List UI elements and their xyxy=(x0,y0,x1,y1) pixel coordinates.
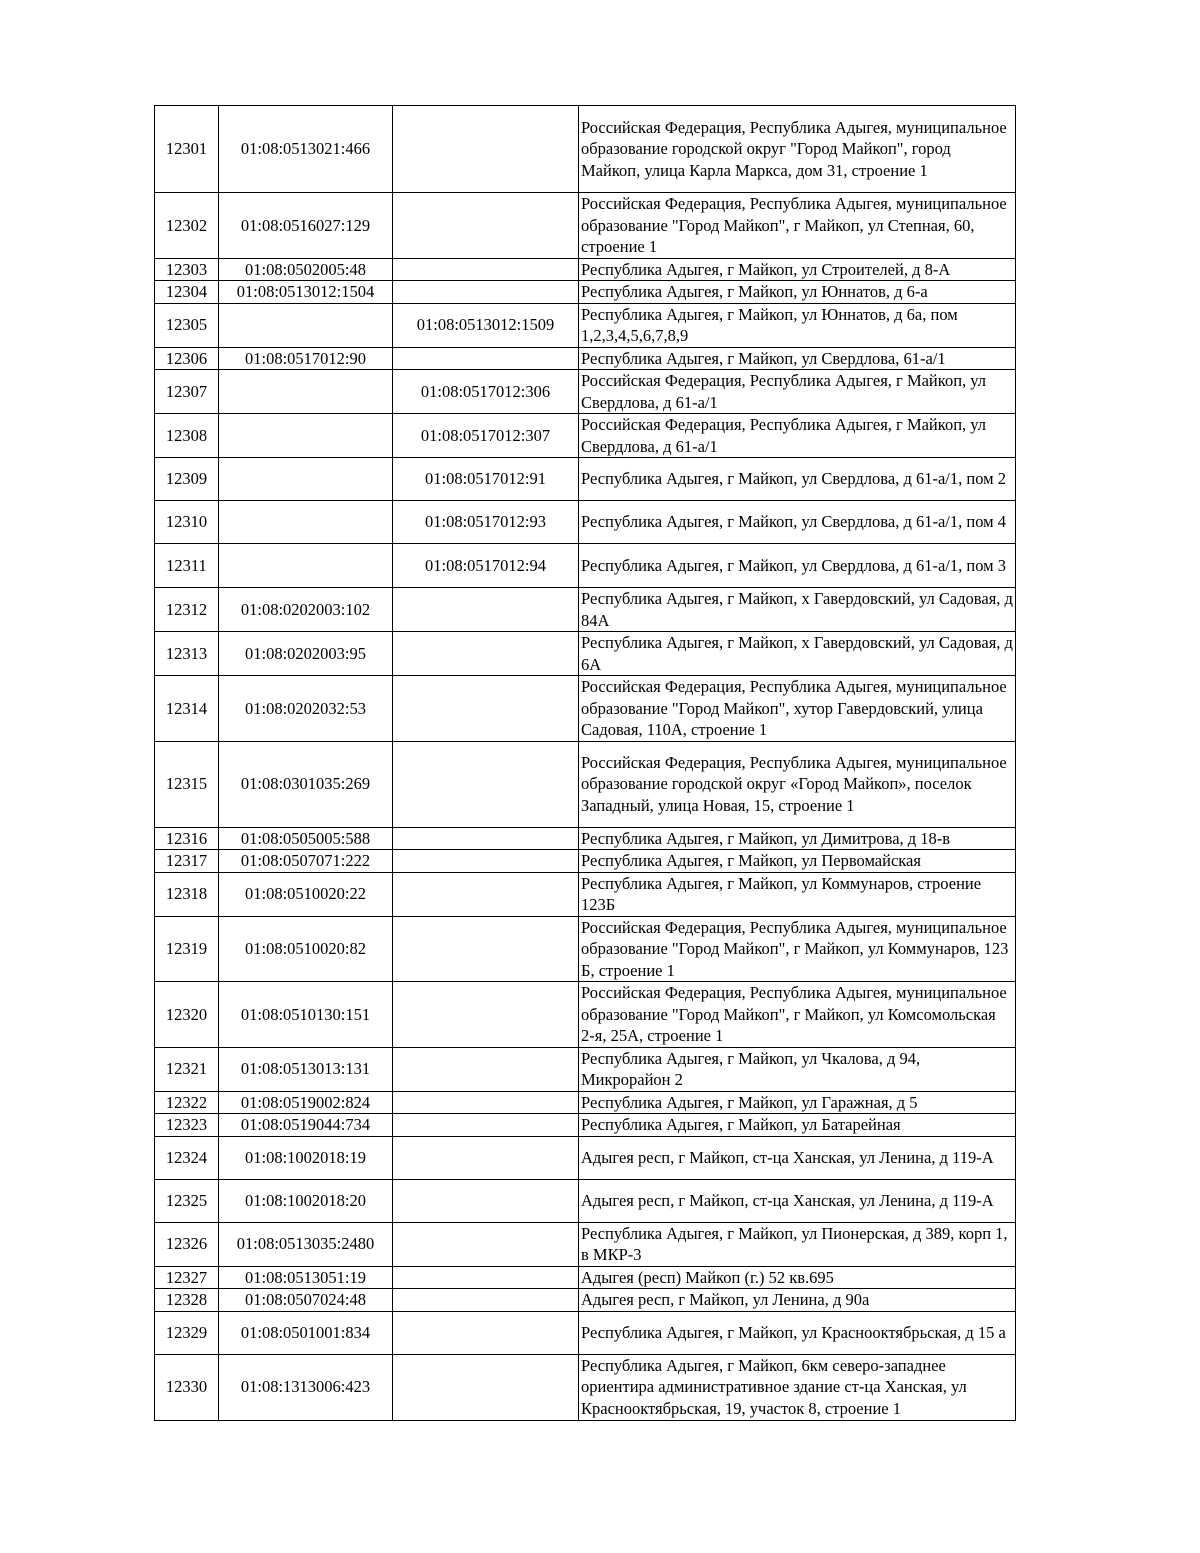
row-number-cell: 12304 xyxy=(155,281,219,304)
cadastral-number-cell: 01:08:0507071:222 xyxy=(219,850,393,873)
row-number-cell: 12314 xyxy=(155,676,219,742)
row-number-cell: 12305 xyxy=(155,303,219,347)
cadastral-number-cell xyxy=(219,414,393,458)
object-number-cell xyxy=(393,1266,579,1289)
address-cell: Республика Адыгея, г Майкоп, ул Свердлова, д 61-а/1, пом 4 xyxy=(579,501,1016,544)
cadastral-number-cell xyxy=(219,370,393,414)
table-row xyxy=(155,106,1016,193)
address-cell: Республика Адыгея, г Майкоп, ул Свердлова, д 61-а/1, пом 3 xyxy=(579,544,1016,588)
table-row xyxy=(155,827,1016,850)
row-number-cell: 12316 xyxy=(155,827,219,850)
object-number-cell xyxy=(393,1354,579,1420)
row-number-cell: 12303 xyxy=(155,258,219,281)
table-row xyxy=(155,1354,1016,1420)
cadastral-number-cell xyxy=(219,303,393,347)
object-number-cell xyxy=(393,872,579,916)
object-number-cell: 01:08:0517012:307 xyxy=(393,414,579,458)
table-row xyxy=(155,544,1016,588)
table-row xyxy=(155,1266,1016,1289)
address-cell: Республика Адыгея, г Майкоп, ул Коммунаров, строение 123Б xyxy=(579,872,1016,916)
table-row xyxy=(155,916,1016,982)
object-number-cell: 01:08:0517012:93 xyxy=(393,501,579,544)
cadastral-number-cell: 01:08:0502005:48 xyxy=(219,258,393,281)
table-row xyxy=(155,741,1016,827)
table-row xyxy=(155,676,1016,742)
table-row xyxy=(155,1222,1016,1266)
table-row xyxy=(155,458,1016,501)
cadastral-number-cell: 01:08:1313006:423 xyxy=(219,1354,393,1420)
address-cell: Адыгея респ, г Майкоп, ул Ленина, д 90а xyxy=(579,1289,1016,1312)
address-cell: Российская Федерация, Республика Адыгея, г Майкоп, ул Свердлова, д 61-а/1 xyxy=(579,414,1016,458)
table-body xyxy=(155,106,1016,1421)
row-number-cell: 12302 xyxy=(155,193,219,259)
table-row xyxy=(155,1311,1016,1354)
cadastral-number-cell: 01:08:0519044:734 xyxy=(219,1114,393,1137)
object-number-cell xyxy=(393,347,579,370)
address-cell: Республика Адыгея, г Майкоп, ул Пионерская, д 389, корп 1, в МКР-3 xyxy=(579,1222,1016,1266)
cadastral-number-cell: 01:08:0516027:129 xyxy=(219,193,393,259)
cadastral-number-cell: 01:08:0513012:1504 xyxy=(219,281,393,304)
cadastral-number-cell: 01:08:0202003:102 xyxy=(219,588,393,632)
table-row xyxy=(155,1047,1016,1091)
address-cell: Республика Адыгея, г Майкоп, ул Краснооктябрьская, д 15 а xyxy=(579,1311,1016,1354)
table-row xyxy=(155,258,1016,281)
object-number-cell xyxy=(393,982,579,1048)
row-number-cell: 12321 xyxy=(155,1047,219,1091)
cadastral-number-cell xyxy=(219,458,393,501)
object-number-cell xyxy=(393,106,579,193)
cadastral-number-cell: 01:08:0517012:90 xyxy=(219,347,393,370)
object-number-cell xyxy=(393,1311,579,1354)
table-row xyxy=(155,872,1016,916)
object-number-cell xyxy=(393,1136,579,1179)
address-cell: Республика Адыгея, г Майкоп, х Гавердовский, ул Садовая, д 84А xyxy=(579,588,1016,632)
row-number-cell: 12319 xyxy=(155,916,219,982)
row-number-cell: 12308 xyxy=(155,414,219,458)
table-row xyxy=(155,1091,1016,1114)
row-number-cell: 12315 xyxy=(155,741,219,827)
object-number-cell xyxy=(393,632,579,676)
cadastral-number-cell: 01:08:0202032:53 xyxy=(219,676,393,742)
row-number-cell: 12322 xyxy=(155,1091,219,1114)
table-row xyxy=(155,850,1016,873)
cadastral-number-cell xyxy=(219,544,393,588)
address-cell: Республика Адыгея, г Майкоп, ул Юннатов, д 6а, пом 1,2,3,4,5,6,7,8,9 xyxy=(579,303,1016,347)
address-cell: Республика Адыгея, г Майкоп, ул Первомайская xyxy=(579,850,1016,873)
cadastral-number-cell: 01:08:0513013:131 xyxy=(219,1047,393,1091)
address-cell: Республика Адыгея, г Майкоп, ул Строителей, д 8-А xyxy=(579,258,1016,281)
table-row xyxy=(155,588,1016,632)
table-row xyxy=(155,632,1016,676)
row-number-cell: 12329 xyxy=(155,1311,219,1354)
row-number-cell: 12323 xyxy=(155,1114,219,1137)
object-number-cell: 01:08:0517012:306 xyxy=(393,370,579,414)
object-number-cell xyxy=(393,1114,579,1137)
cadastral-number-cell: 01:08:0519002:824 xyxy=(219,1091,393,1114)
table-row xyxy=(155,281,1016,304)
address-cell: Республика Адыгея, г Майкоп, ул Свердлова, д 61-а/1, пом 2 xyxy=(579,458,1016,501)
cadastral-number-cell: 01:08:1002018:19 xyxy=(219,1136,393,1179)
address-cell: Республика Адыгея, г Майкоп, ул Батарейная xyxy=(579,1114,1016,1137)
cadastral-number-cell: 01:08:0202003:95 xyxy=(219,632,393,676)
row-number-cell: 12306 xyxy=(155,347,219,370)
address-cell: Республика Адыгея, г Майкоп, 6км северо-западнее ориентира административное здание ст-ца Ханская, ул Краснооктябрьская, 19, участок 8, строение 1 xyxy=(579,1354,1016,1420)
address-cell: Российская Федерация, Республика Адыгея, муниципальное образование городской округ "Город Майкоп", город Майкоп, улица Карла Маркса, дом 31, строение 1 xyxy=(579,106,1016,193)
object-number-cell xyxy=(393,676,579,742)
object-number-cell xyxy=(393,741,579,827)
cadastral-number-cell: 01:08:0513021:466 xyxy=(219,106,393,193)
table-row xyxy=(155,370,1016,414)
address-cell: Российская Федерация, Республика Адыгея, муниципальное образование "Город Майкоп", хутор Гавердовский, улица Садовая, 110А, строение 1 xyxy=(579,676,1016,742)
address-cell: Республика Адыгея, г Майкоп, ул Юннатов, д 6-а xyxy=(579,281,1016,304)
table-row xyxy=(155,1114,1016,1137)
cadastral-number-cell: 01:08:0510130:151 xyxy=(219,982,393,1048)
object-number-cell xyxy=(393,1289,579,1312)
address-cell: Республика Адыгея, г Майкоп, х Гавердовский, ул Садовая, д 6А xyxy=(579,632,1016,676)
address-cell: Адыгея респ, г Майкоп, ст-ца Ханская, ул Ленина, д 119-А xyxy=(579,1179,1016,1222)
object-number-cell xyxy=(393,1091,579,1114)
table-row xyxy=(155,1136,1016,1179)
row-number-cell: 12301 xyxy=(155,106,219,193)
cadastral-number-cell: 01:08:0513051:19 xyxy=(219,1266,393,1289)
object-number-cell xyxy=(393,281,579,304)
object-number-cell: 01:08:0517012:94 xyxy=(393,544,579,588)
address-cell: Республика Адыгея, г Майкоп, ул Свердлова, 61-а/1 xyxy=(579,347,1016,370)
row-number-cell: 12309 xyxy=(155,458,219,501)
cadastral-number-cell: 01:08:0513035:2480 xyxy=(219,1222,393,1266)
row-number-cell: 12317 xyxy=(155,850,219,873)
address-cell: Российская Федерация, Республика Адыгея, муниципальное образование "Город Майкоп", г Майкоп, ул Комсомольская 2-я, 25А, строение 1 xyxy=(579,982,1016,1048)
object-number-cell xyxy=(393,827,579,850)
row-number-cell: 12310 xyxy=(155,501,219,544)
row-number-cell: 12328 xyxy=(155,1289,219,1312)
table-row xyxy=(155,982,1016,1048)
address-cell: Республика Адыгея, г Майкоп, ул Чкалова, д 94, Микрорайон 2 xyxy=(579,1047,1016,1091)
table-row xyxy=(155,414,1016,458)
row-number-cell: 12311 xyxy=(155,544,219,588)
row-number-cell: 12312 xyxy=(155,588,219,632)
property-registry-table xyxy=(154,105,1016,1421)
object-number-cell xyxy=(393,1179,579,1222)
address-cell: Адыгея (респ) Майкоп (г.) 52 кв.695 xyxy=(579,1266,1016,1289)
object-number-cell xyxy=(393,1222,579,1266)
cadastral-number-cell xyxy=(219,501,393,544)
table-row xyxy=(155,1289,1016,1312)
table-row xyxy=(155,303,1016,347)
address-cell: Российская Федерация, Республика Адыгея, муниципальное образование "Город Майкоп", г Майкоп, ул Степная, 60, строение 1 xyxy=(579,193,1016,259)
row-number-cell: 12327 xyxy=(155,1266,219,1289)
table-row xyxy=(155,1179,1016,1222)
cadastral-number-cell: 01:08:0501001:834 xyxy=(219,1311,393,1354)
cadastral-number-cell: 01:08:0510020:82 xyxy=(219,916,393,982)
cadastral-number-cell: 01:08:0505005:588 xyxy=(219,827,393,850)
address-cell: Республика Адыгея, г Майкоп, ул Гаражная, д 5 xyxy=(579,1091,1016,1114)
row-number-cell: 12326 xyxy=(155,1222,219,1266)
object-number-cell xyxy=(393,258,579,281)
address-cell: Российская Федерация, Республика Адыгея, муниципальное образование "Город Майкоп", г Майкоп, ул Коммунаров, 123 Б, строение 1 xyxy=(579,916,1016,982)
cadastral-number-cell: 01:08:1002018:20 xyxy=(219,1179,393,1222)
address-cell: Республика Адыгея, г Майкоп, ул Димитрова, д 18-в xyxy=(579,827,1016,850)
row-number-cell: 12320 xyxy=(155,982,219,1048)
object-number-cell xyxy=(393,850,579,873)
cadastral-number-cell: 01:08:0510020:22 xyxy=(219,872,393,916)
object-number-cell: 01:08:0517012:91 xyxy=(393,458,579,501)
cadastral-number-cell: 01:08:0507024:48 xyxy=(219,1289,393,1312)
object-number-cell xyxy=(393,916,579,982)
address-cell: Адыгея респ, г Майкоп, ст-ца Ханская, ул Ленина, д 119-А xyxy=(579,1136,1016,1179)
address-cell: Российская Федерация, Республика Адыгея, муниципальное образование городской округ «Город Майкоп», поселок Западный, улица Новая, 15, строение 1 xyxy=(579,741,1016,827)
table-row xyxy=(155,193,1016,259)
row-number-cell: 12318 xyxy=(155,872,219,916)
row-number-cell: 12324 xyxy=(155,1136,219,1179)
row-number-cell: 12307 xyxy=(155,370,219,414)
table-row xyxy=(155,347,1016,370)
object-number-cell xyxy=(393,1047,579,1091)
object-number-cell xyxy=(393,193,579,259)
row-number-cell: 12325 xyxy=(155,1179,219,1222)
object-number-cell: 01:08:0513012:1509 xyxy=(393,303,579,347)
address-cell: Российская Федерация, Республика Адыгея, г Майкоп, ул Свердлова, д 61-а/1 xyxy=(579,370,1016,414)
table-row xyxy=(155,501,1016,544)
object-number-cell xyxy=(393,588,579,632)
row-number-cell: 12313 xyxy=(155,632,219,676)
cadastral-number-cell: 01:08:0301035:269 xyxy=(219,741,393,827)
row-number-cell: 12330 xyxy=(155,1354,219,1420)
